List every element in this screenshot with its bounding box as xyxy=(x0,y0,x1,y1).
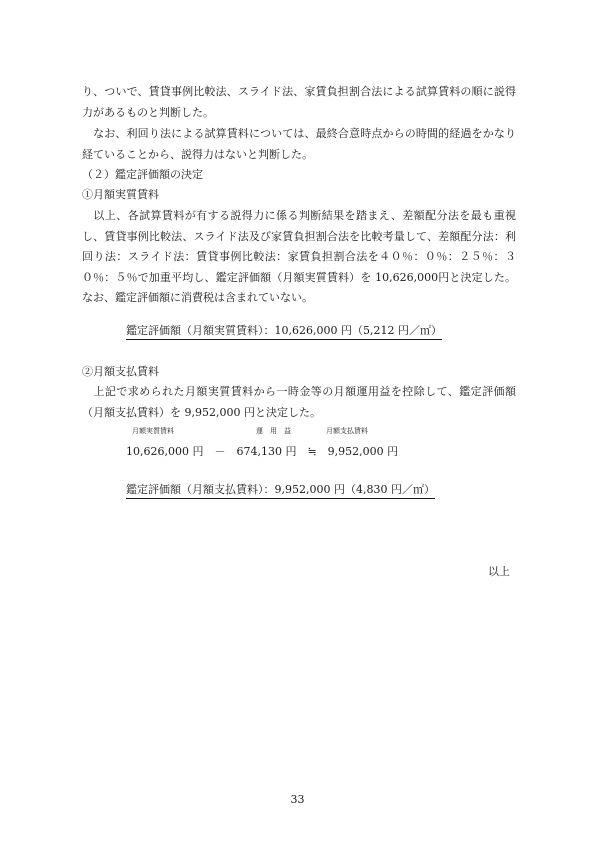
paragraph-paid-rent-derivation: 上記で求められた月額実質賃料から一時金等の月額運用益を控除して、鑑定評価額（月額支払賃料）を 9,952,000 円と決定した。 xyxy=(82,385,516,419)
subheading-monthly-real-rent: ①月額実質賃料 xyxy=(82,188,159,201)
closing-mark: 以上 xyxy=(488,565,510,578)
subheading-monthly-paid-rent: ②月額支払賃料 xyxy=(82,365,159,378)
calc-label-paid-rent: 月額支払賃料 xyxy=(326,427,368,435)
calc-line: 10,626,000 円 － 674,130 円 ≒ 9,952,000 円 xyxy=(126,445,399,458)
page-number: 33 xyxy=(290,793,305,806)
paragraph-yield-method-note: なお、利回り法による試算賃料については、最終合意時点からの時間的経過をかなり経ていることから、説得力はないと判断した。 xyxy=(82,127,516,161)
paragraph-weighted-average: 以上、各試算賃料が有する説得力に係る判断結果を踏まえ、差額配分法を最も重視し、賃貸事例比較法、スライド法及び家賃負担割合法を比較考量して、差額配分法：利回り法：スライド法：賃貸事例比較法：家賃負担割合法を４０％：０％：２５％：３０％：５％で加重平均し、鑑定評価額（月額実質賃料）を 10,626,000円と決定した。なお、鑑定評価額に消費税は含まれていない。 xyxy=(82,209,516,304)
section-heading: （２）鑑定評価額の決定 xyxy=(82,168,203,181)
calc-label-real-rent: 月額実質賃料 xyxy=(132,427,174,435)
paragraph-ranking-conclusion: り、ついで、賃貸事例比較法、スライド法、家賃負担割合法による試算賃料の順に説得力があるものと判断した。 xyxy=(82,85,516,119)
conclusion-monthly-paid-rent: 鑑定評価額（月額支払賃料）：9,952,000 円（4,830 円／㎡） xyxy=(126,483,435,499)
conclusion-monthly-real-rent: 鑑定評価額（月額実質賃料）：10,626,000 円（5,212 円／㎡） xyxy=(126,324,442,340)
calc-label-investment-gain: 運 用 益 xyxy=(256,427,291,435)
